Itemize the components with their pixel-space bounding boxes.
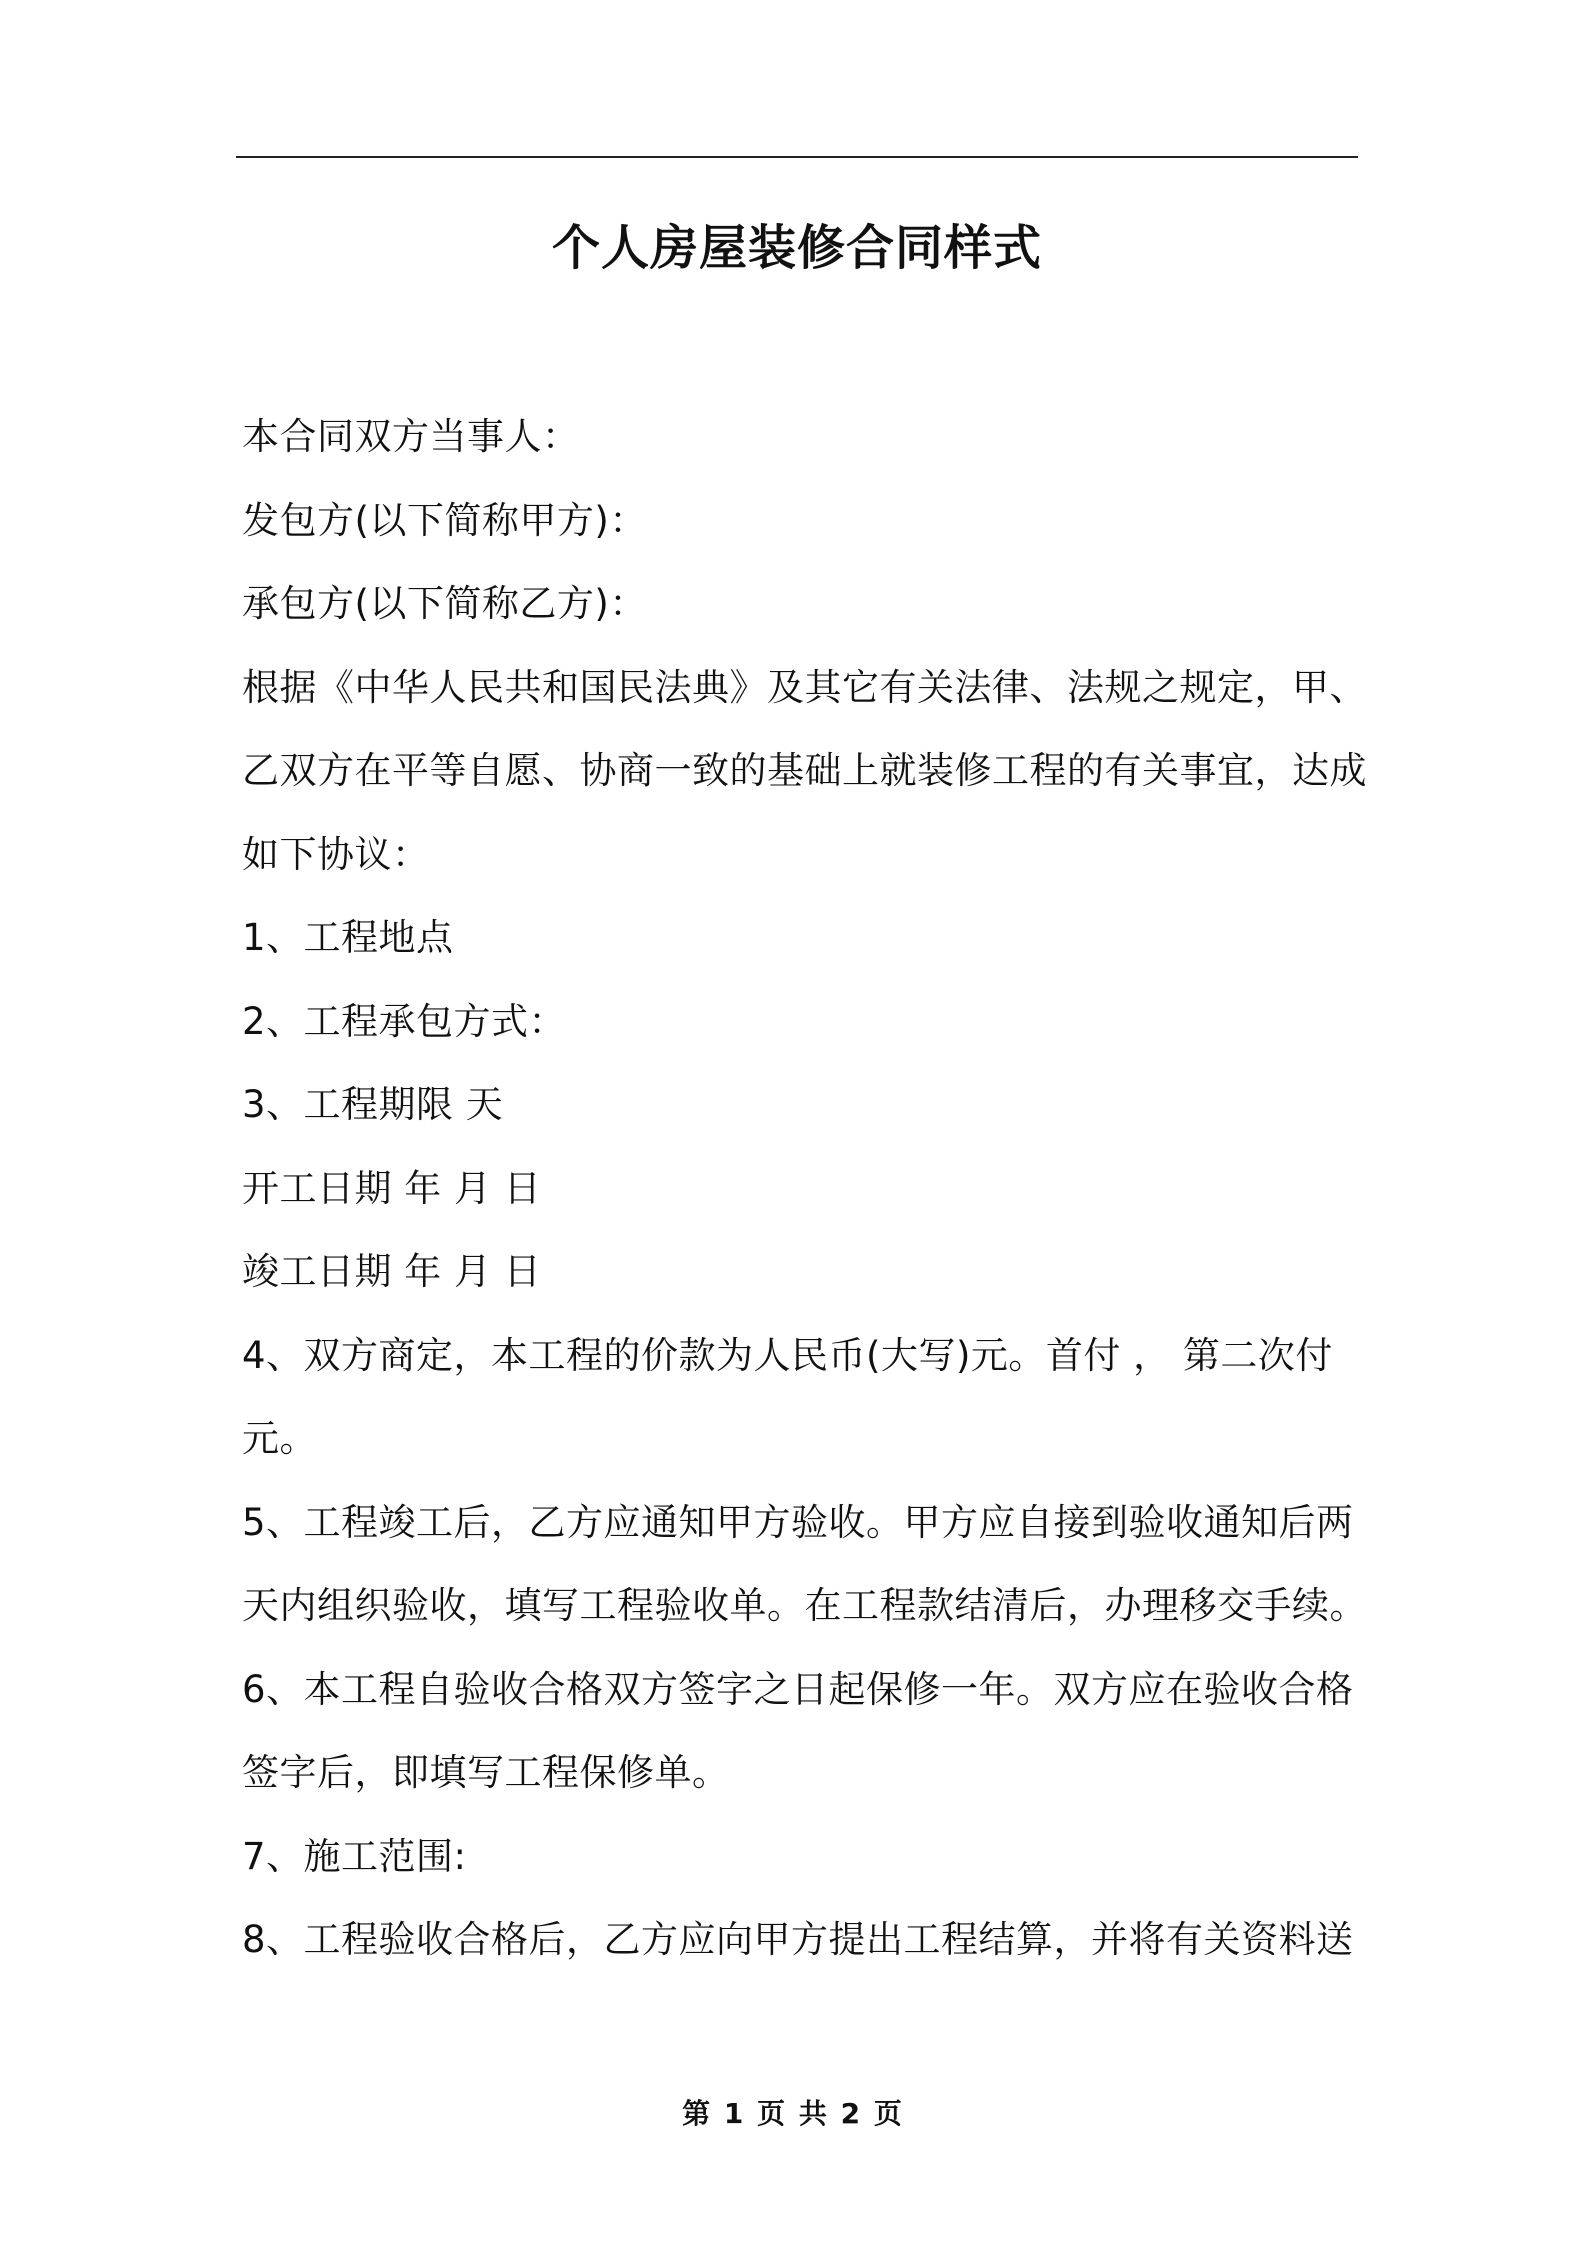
text-line: 3、工程期限 天 [242, 1083, 504, 1126]
text-line: 6、本工程自验收合格双方签字之日起保修一年。双方应在验收合格 [242, 1667, 1354, 1711]
text-line: 签字后，即填写工程保修单。 [242, 1751, 730, 1794]
text-line: 2、工程承包方式： [242, 999, 567, 1043]
text-line: 如下协议： [242, 832, 430, 876]
text-line: 竣工日期 年 月 日 [242, 1250, 542, 1293]
text-line: 元。 [242, 1417, 317, 1460]
text-line: 承包方(以下简称乙方)： [242, 582, 647, 625]
contract-body [242, 395, 1367, 1982]
text-line: 开工日期 年 月 日 [242, 1166, 542, 1210]
document-title: 个人房屋装修合同样式 [551, 220, 1042, 276]
text-line: 乙双方在平等自愿、协商一致的基础上就装修工程的有关事宜，达成 [242, 749, 1367, 792]
text-line: 天内组织验收，填写工程验收单。在工程款结清后，办理移交手续。 [242, 1584, 1367, 1627]
text-line: 5、工程竣工后，乙方应通知甲方验收。甲方应自接到验收通知后两 [242, 1500, 1354, 1544]
text-line: 8、工程验收合格后，乙方应向甲方提出工程结算，并将有关资料送 [242, 1918, 1354, 1961]
text-line: 本合同双方当事人： [242, 415, 580, 458]
header-rule [236, 156, 1358, 158]
text-line: 7、施工范围: [242, 1834, 467, 1878]
page-indicator: 第 1 页 共 2 页 [682, 2097, 904, 2130]
text-line: 1、工程地点 [242, 916, 454, 959]
text-line: 根据《中华人民共和国民法典》及其它有关法律、法规之规定，甲、 [242, 665, 1367, 709]
text-line: 发包方(以下简称甲方)： [242, 498, 647, 542]
text-line: 4、双方商定，本工程的价款为人民币(大写)元。首付 ， 第二次付 [242, 1333, 1333, 1377]
